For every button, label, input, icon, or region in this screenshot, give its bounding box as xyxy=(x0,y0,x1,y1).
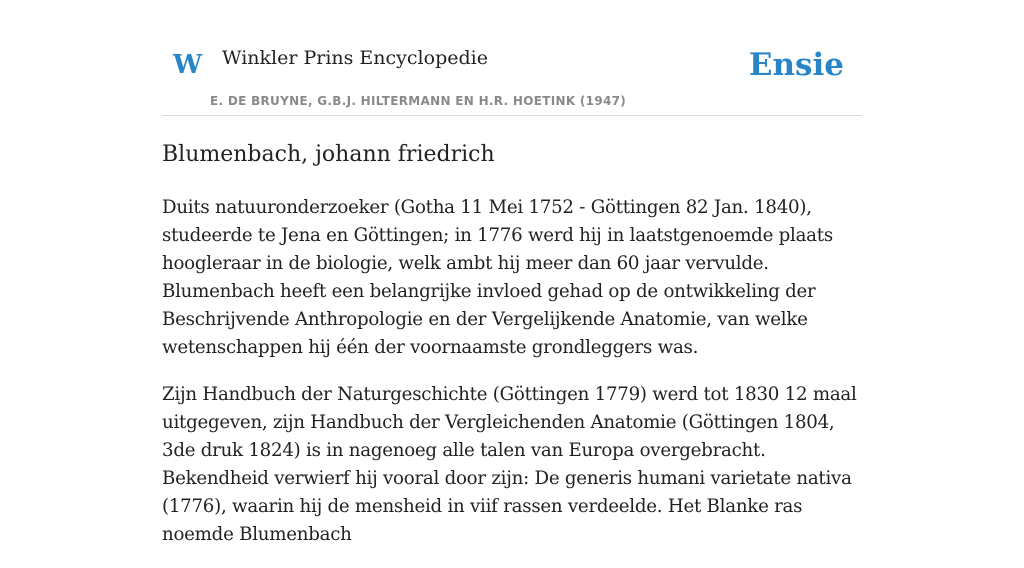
site-header xyxy=(162,36,862,116)
book-title[interactable]: Winkler Prins Encyclopedie xyxy=(222,47,488,69)
article-title: Blumenbach, johann friedrich xyxy=(162,142,495,167)
article-paragraph: Zijn Handbuch der Naturgeschichte (Göttingen 1779) werd tot 1830 12 maal uitgegeven, zijn Handbuch der Vergleichenden Anatomie (Göttingen 1804, 3de druk 1824) is in nagenoeg alle talen van Europa overgebracht. Bekendheid verwierf hij vooral door zijn: De generis humani varietate nativa (1776), waarin hij de mensheid in viif rassen verdeelde. Het Blanke ras noemde Blumenbach xyxy=(162,384,857,545)
article-body xyxy=(162,194,862,549)
book-authors: E. DE BRUYNE, G.B.J. HILTERMANN EN H.R. HOETINK (1947) xyxy=(210,94,627,108)
ensie-logo[interactable]: Ensie xyxy=(748,47,844,83)
article xyxy=(162,139,862,568)
article-paragraph: Duits natuuronderzoeker (Gotha 11 Mei 1752 - Göttingen 82 Jan. 1840), studeerde te Jena en Göttingen; in 1776 werd hij in laatstgenoemde plaats hoogleraar in de biologie, welk ambt hij meer dan 60 jaar vervulde. Blumenbach heeft een belangrijke invloed gehad op de ontwikkeling der Beschrijvende Anthropologie en der Vergelijkende Anatomie, van welke wetenschappen hij één der voornaamste grondleggers was. xyxy=(162,197,833,358)
book-logo[interactable]: W xyxy=(173,50,203,80)
